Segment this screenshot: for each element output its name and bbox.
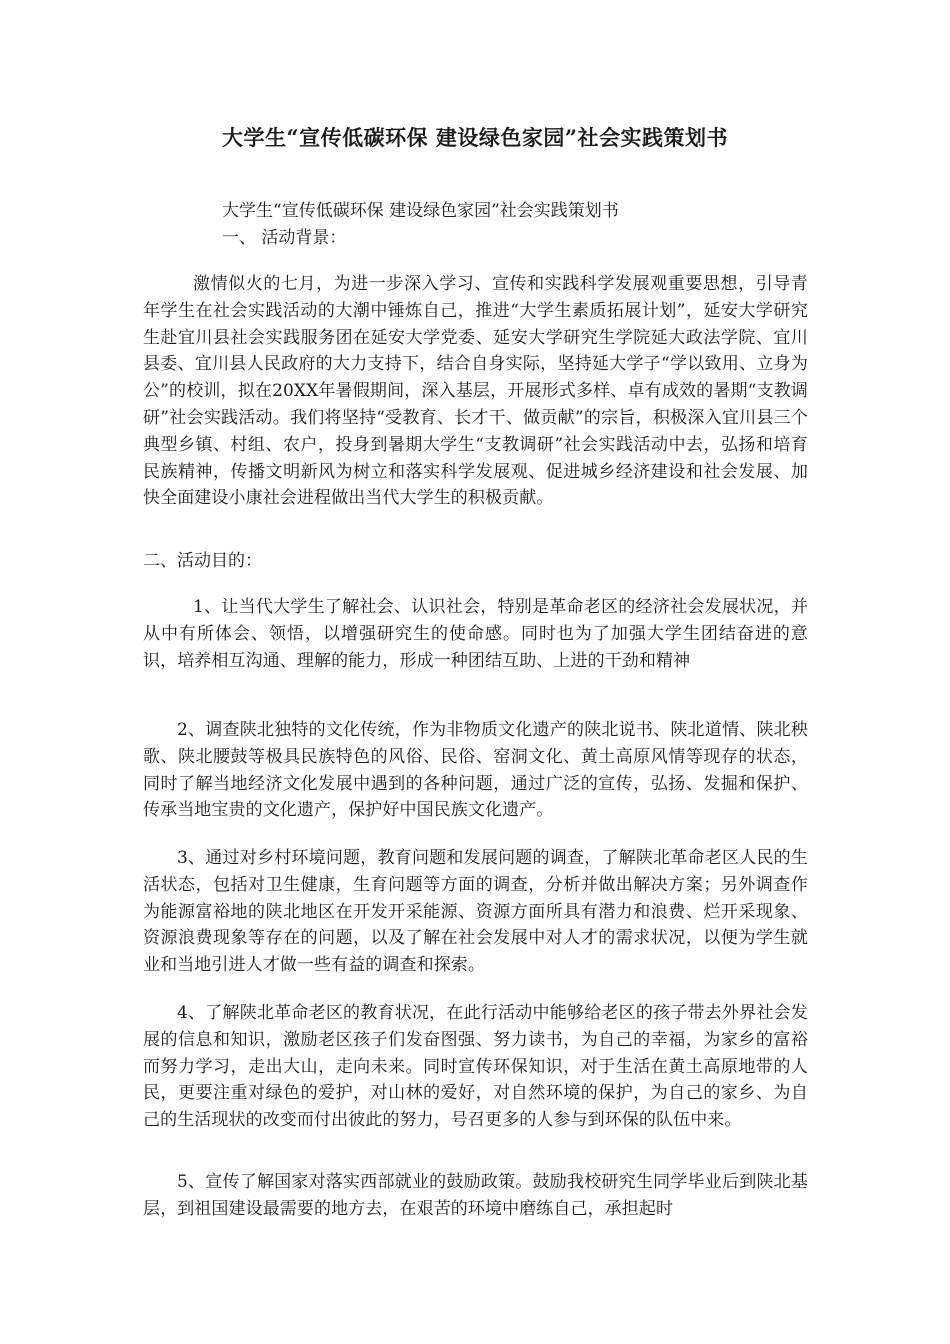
document-title: 大学生“宣传低碳环保 建设绿色家园”社会实践策划书 — [222, 125, 728, 150]
background-paragraph: 激情似火的七月，为进一步深入学习、宣传和实践科学发展观重要思想，引导青年学生在社会实践活动的大潮中锤炼自己，推进“大学生素质拓展计划”，延安大学研究生赴宜川县社会实践服务团在延安大学党委、延安大学研究生学院延大政法学院、宜川县委、宜川县人民政府的大力支持下，结合自身实际，坚持延大学子“学以致用、立身为公”的校训，拟在20XX年暑假期间，深入基层，开展形式多样、卓有成效的暑期“支教调研”社会实践活动。我们将坚持“受教育、长才干、做贡献”的宗旨，积极深入宜川县三个典型乡镇、村组、农户，投身到暑期大学生“支教调研”社会实践活动中去，弘扬和培育民族精神，传播文明新风为树立和落实科学发展观、促进城乡经济建设和社会发展、加快全面建设小康社会进程做出当代大学生的积极贡献。 — [143, 274, 808, 509]
section2-heading: 二、活动目的： — [143, 551, 262, 571]
document-subtitle: 大学生“宣传低碳环保 建设绿色家园”社会实践策划书 — [222, 201, 619, 221]
goal-paragraph-3: 3、通过对乡村环境问题，教育问题和发展问题的调查，了解陕北革命老区人民的生活状态，包括对卫生健康，生育问题等方面的调查，分析并做出解决方案；另外调查作为能源富裕地的陕北地区在开发开采能源、资源方面所具有潜力和浪费、烂开采现象、资源浪费现象等存在的问题，以及了解在社会发展中对人才的需求状况，以便为学生就业和当地引进人才做一些有益的调查和探索。 — [143, 848, 808, 976]
section1-heading: 一、 活动背景： — [222, 228, 347, 248]
goal-paragraph-5: 5、宣传了解国家对落实西部就业的鼓励政策。鼓励我校研究生同学毕业后到陕北基层，到祖国建设最需要的地方去，在艰苦的环境中磨练自己，承担起时 — [143, 1172, 808, 1219]
goal-paragraph-4: 4、了解陕北革命老区的教育状况，在此行活动中能够给老区的孩子带去外界社会发展的信息和知识，激励老区孩子们发奋图强、努力读书，为自己的幸福，为家乡的富裕而努力学习，走出大山，走向未来。同时宣传环保知识，对于生活在黄土高原地带的人民，更要注重对绿色的爱护，对山林的爱好，对自然环境的保护，为自己的家乡、为自己的生活现状的改变而付出彼此的努力，号召更多的人参与到环保的队伍中来。 — [143, 1003, 808, 1131]
goal-paragraph-2: 2、调查陕北独特的文化传统，作为非物质文化遗产的陕北说书、陕北道情、陕北秧歌、陕北腰鼓等极具民族特色的风俗、民俗、窑洞文化、黄土高原风情等现存的状态，同时了解当地经济文化发展中遇到的各种问题，通过广泛的宣传，弘扬、发掘和保护、传承当地宝贵的文化遗产，保护好中国民族文化遗产。 — [143, 720, 808, 821]
goal-paragraph-1: 1、让当代大学生了解社会、认识社会，特别是革命老区的经济社会发展状况，并从中有所体会、领悟，以增强研究生的使命感。同时也为了加强大学生团结奋进的意识，培养相互沟通、理解的能力，形成一种团结互助、上进的干劲和精神 — [143, 597, 808, 671]
